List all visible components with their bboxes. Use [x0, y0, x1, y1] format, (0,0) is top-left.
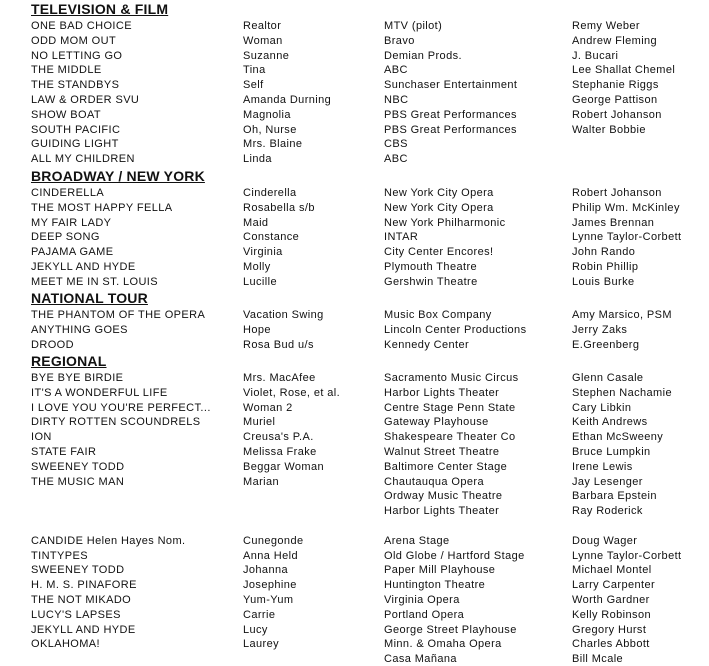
- credit-director: Amy Marsico, PSM: [572, 309, 672, 321]
- credit-role: Violet, Rose, et al.: [243, 386, 341, 399]
- credit-company: Bravo: [384, 34, 415, 47]
- credit-company: ABC: [384, 64, 408, 77]
- credit-role: Johanna: [243, 564, 289, 577]
- credit-company: Harbor Lights Theater: [384, 505, 500, 518]
- credit-role: Mrs. MacAfee: [243, 372, 316, 384]
- credit-role: Carrie: [243, 608, 276, 621]
- credit-show-title: H. M. S. PINAFORE: [31, 579, 137, 592]
- credit-role: Virginia: [243, 246, 283, 259]
- credit-role: Woman 2: [243, 401, 293, 414]
- credit-director: Philip Wm. McKinley: [572, 201, 680, 214]
- credit-show-title: PAJAMA GAME: [31, 246, 114, 259]
- credit-company: Portland Opera: [384, 608, 465, 621]
- credit-show-title: ALL MY CHILDREN: [31, 153, 135, 166]
- credit-role: Rosa Bud u/s: [243, 338, 314, 351]
- credit-role: Woman: [243, 34, 283, 47]
- credit-company: Virginia Opera: [384, 594, 460, 606]
- credit-director: George Pattison: [572, 94, 658, 106]
- credit-director: E.Greenberg: [572, 338, 640, 351]
- credit-role: Realtor: [243, 20, 282, 32]
- credit-show-title: TINTYPES: [31, 549, 88, 562]
- credit-role: Muriel: [243, 416, 276, 429]
- credit-show-title: DIRTY ROTTEN SCOUNDRELS: [31, 416, 201, 429]
- credit-role: Maid: [243, 216, 269, 229]
- credit-director: Andrew Fleming: [572, 34, 658, 47]
- credit-company: Minn. & Omaha Opera: [384, 638, 502, 651]
- credit-company: City Center Encores!: [384, 246, 494, 259]
- credit-show-title: SWEENEY TODD: [31, 460, 125, 473]
- credit-show-title: LUCY'S LAPSES: [31, 608, 121, 621]
- credit-company: ABC: [384, 153, 408, 166]
- credit-role: Self: [243, 79, 264, 92]
- credit-director: Stephanie Riggs: [572, 79, 659, 92]
- credit-company: George Street Playhouse: [384, 623, 517, 636]
- credit-role: Cunegonde: [243, 534, 304, 547]
- credit-director: Charles Abbott: [572, 638, 650, 651]
- credit-role: Suzanne: [243, 49, 290, 62]
- credit-company: Music Box Company: [384, 309, 492, 321]
- credit-role: Beggar Woman: [243, 460, 325, 473]
- credit-show-title: SOUTH PACIFIC: [31, 123, 121, 136]
- credit-director: Lynne Taylor-Corbett: [572, 549, 682, 562]
- credit-director: Louis Burke: [572, 275, 635, 288]
- credit-show-title: JEKYLL AND HYDE: [31, 623, 136, 636]
- credit-show-title: THE STANDBYS: [31, 79, 120, 92]
- credit-director: John Rando: [572, 246, 636, 259]
- credit-director: Bill Mcale: [572, 653, 624, 666]
- section-heading: BROADWAY / NEW YORK: [31, 168, 205, 184]
- credit-company: Arena Stage: [384, 534, 450, 547]
- credit-role: Creusa's P.A.: [243, 431, 314, 444]
- credit-role: Anna Held: [243, 549, 298, 562]
- credit-company: Gateway Playhouse: [384, 416, 489, 429]
- credit-role: Magnolia: [243, 108, 291, 121]
- credit-show-title: MEET ME IN ST. LOUIS: [31, 275, 158, 288]
- credit-director: Ethan McSweeny: [572, 431, 664, 444]
- credit-role: Cinderella: [243, 187, 297, 199]
- credit-director: Robert Johanson: [572, 108, 662, 121]
- credit-director: Worth Gardner: [572, 594, 650, 606]
- credit-show-title: SWEENEY TODD: [31, 564, 125, 577]
- credit-company: Demian Prods.: [384, 49, 462, 62]
- credit-role: Mrs. Blaine: [243, 138, 303, 151]
- section-heading: REGIONAL: [31, 353, 107, 369]
- credit-show-title: THE MIDDLE: [31, 64, 102, 77]
- credit-show-title: DROOD: [31, 338, 74, 351]
- credit-role: Lucille: [243, 275, 277, 288]
- credit-role: Lucy: [243, 623, 268, 636]
- credit-role: Molly: [243, 261, 271, 273]
- credit-director: Walter Bobbie: [572, 123, 646, 136]
- credit-director: Irene Lewis: [572, 460, 633, 473]
- credit-show-title: BYE BYE BIRDIE: [31, 372, 124, 384]
- credit-company: PBS Great Performances: [384, 108, 517, 121]
- credit-company: Walnut Street Theatre: [384, 446, 500, 458]
- credit-show-title: DEEP SONG: [31, 231, 100, 244]
- credit-show-title: THE MUSIC MAN: [31, 475, 125, 488]
- credit-show-title: GUIDING LIGHT: [31, 138, 119, 151]
- credit-director: Jerry Zaks: [572, 323, 628, 336]
- credit-show-title: NO LETTING GO: [31, 49, 123, 62]
- credit-show-title: JEKYLL AND HYDE: [31, 261, 136, 273]
- credit-company: NBC: [384, 94, 409, 106]
- credit-role: Oh, Nurse: [243, 123, 297, 136]
- credit-show-title: MY FAIR LADY: [31, 216, 112, 229]
- section-heading: NATIONAL TOUR: [31, 290, 148, 306]
- credit-company: Ordway Music Theatre: [384, 490, 503, 503]
- credit-director: Lee Shallat Chemel: [572, 64, 676, 77]
- credit-role: Amanda Durning: [243, 94, 332, 106]
- credit-company: Lincoln Center Productions: [384, 323, 527, 336]
- credit-show-title: THE PHANTOM OF THE OPERA: [31, 309, 206, 321]
- credit-director: Bruce Lumpkin: [572, 446, 651, 458]
- credit-role: Laurey: [243, 638, 280, 651]
- credit-show-title: THE MOST HAPPY FELLA: [31, 201, 173, 214]
- credit-company: INTAR: [384, 231, 419, 244]
- credit-company: Plymouth Theatre: [384, 261, 478, 273]
- credit-director: Cary Libkin: [572, 401, 632, 414]
- credit-company: Casa Mañana: [384, 653, 457, 666]
- credit-director: J. Bucari: [572, 49, 619, 62]
- credit-director: Gregory Hurst: [572, 623, 647, 636]
- credit-company: Chautauqua Opera: [384, 475, 484, 488]
- credit-show-title: CINDERELLA: [31, 187, 105, 199]
- credit-role: Hope: [243, 323, 271, 336]
- credit-role: Yum-Yum: [243, 594, 294, 606]
- credit-show-title: I LOVE YOU YOU'RE PERFECT...: [31, 401, 211, 414]
- credit-company: Kennedy Center: [384, 338, 470, 351]
- credit-director: Keith Andrews: [572, 416, 648, 429]
- credit-role: Vacation Swing: [243, 309, 324, 321]
- credit-director: Stephen Nachamie: [572, 386, 672, 399]
- section-heading: TELEVISION & FILM: [31, 1, 169, 17]
- credit-show-title: LAW & ORDER SVU: [31, 94, 140, 106]
- credit-director: Lynne Taylor-Corbett: [572, 231, 682, 244]
- credit-role: Linda: [243, 153, 272, 166]
- credit-role: Melissa Frake: [243, 446, 317, 458]
- credit-company: Centre Stage Penn State: [384, 401, 516, 414]
- credit-company: Old Globe / Hartford Stage: [384, 549, 525, 562]
- credit-director: Robin Phillip: [572, 261, 639, 273]
- credit-company: New York City Opera: [384, 201, 494, 214]
- credit-director: James Brennan: [572, 216, 655, 229]
- credit-company: PBS Great Performances: [384, 123, 517, 136]
- credit-role: Rosabella s/b: [243, 201, 315, 214]
- credit-show-title: OKLAHOMA!: [31, 638, 101, 651]
- credit-company: CBS: [384, 138, 408, 151]
- credit-show-title: CANDIDE Helen Hayes Nom.: [31, 534, 186, 547]
- credit-director: Michael Montel: [572, 564, 652, 577]
- credit-company: New York City Opera: [384, 187, 494, 199]
- credit-role: Tina: [243, 64, 266, 77]
- credit-show-title: STATE FAIR: [31, 446, 97, 458]
- credit-show-title: ODD MOM OUT: [31, 34, 117, 47]
- credit-company: Huntington Theatre: [384, 579, 486, 592]
- credit-company: Sacramento Music Circus: [384, 372, 519, 384]
- credit-company: Paper Mill Playhouse: [384, 564, 496, 577]
- credit-company: Baltimore Center Stage: [384, 460, 508, 473]
- credit-director: Ray Roderick: [572, 505, 643, 518]
- credit-show-title: ION: [31, 431, 52, 444]
- credit-director: Kelly Robinson: [572, 608, 651, 621]
- credit-company: Gershwin Theatre: [384, 275, 478, 288]
- credit-company: Sunchaser Entertainment: [384, 79, 518, 92]
- credit-company: Harbor Lights Theater: [384, 386, 500, 399]
- credit-role: Marian: [243, 475, 280, 488]
- credit-show-title: ONE BAD CHOICE: [31, 20, 132, 32]
- credit-show-title: IT'S A WONDERFUL LIFE: [31, 386, 168, 399]
- credit-show-title: ANYTHING GOES: [31, 323, 128, 336]
- credit-company: Shakespeare Theater Co: [384, 431, 516, 444]
- credit-company: MTV (pilot): [384, 20, 443, 32]
- credit-role: Josephine: [243, 579, 297, 592]
- credit-director: Robert Johanson: [572, 187, 662, 199]
- credit-role: Constance: [243, 231, 300, 244]
- credit-company: New York Philharmonic: [384, 216, 506, 229]
- credit-show-title: THE NOT MIKADO: [31, 594, 132, 606]
- credit-director: Glenn Casale: [572, 372, 644, 384]
- credit-show-title: SHOW BOAT: [31, 108, 102, 121]
- credit-director: Larry Carpenter: [572, 579, 656, 592]
- credit-director: Barbara Epstein: [572, 490, 657, 503]
- credit-director: Jay Lesenger: [572, 475, 643, 488]
- credit-director: Remy Weber: [572, 20, 640, 32]
- credit-director: Doug Wager: [572, 534, 638, 547]
